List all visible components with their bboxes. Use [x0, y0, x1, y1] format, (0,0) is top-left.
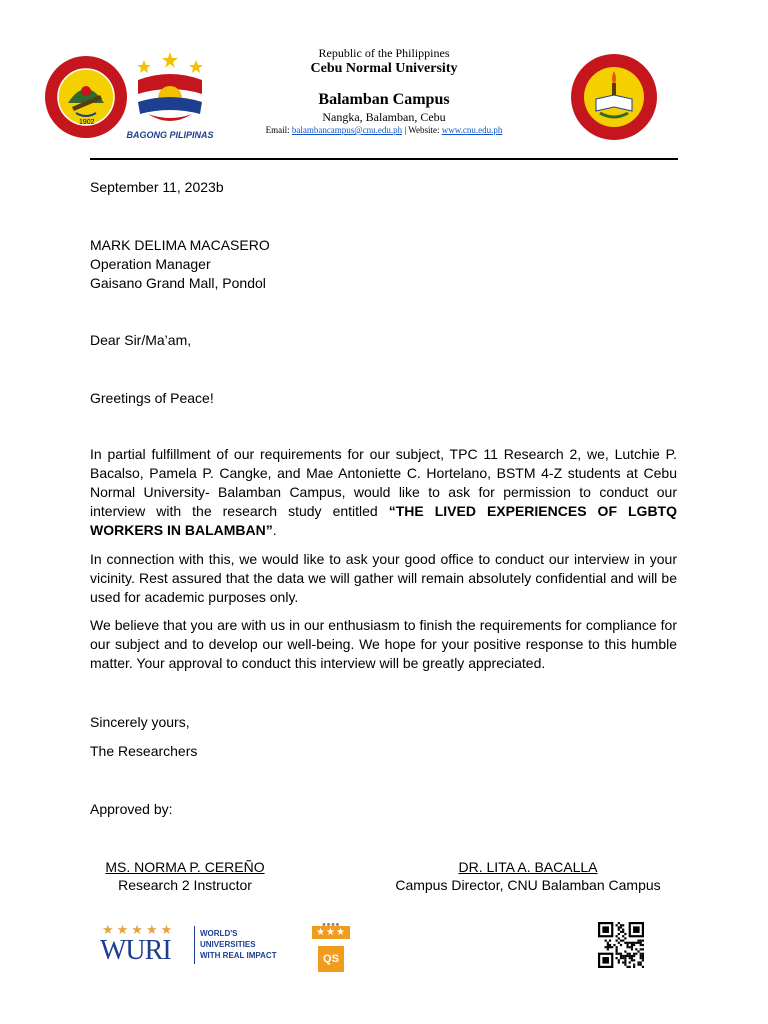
wuri-line-1: WORLD'S — [200, 929, 238, 938]
email-link[interactable]: balambancampus@cnu.edu.ph — [291, 125, 403, 135]
signature-block-instructor — [90, 858, 280, 894]
instructor-title: Research 2 Instructor — [118, 877, 252, 893]
email-label: Email: — [265, 125, 290, 135]
wuri-logo: WURI — [100, 935, 171, 966]
letterhead — [200, 46, 568, 136]
qs-dots — [322, 914, 340, 919]
study-title: “THE LIVED EXPERIENCES OF LGBTQ WORKERS IN BALAMBAN” — [90, 503, 677, 538]
wuri-tagline — [200, 928, 277, 961]
instructor-name: MS. NORMA P. CEREÑO — [105, 859, 265, 875]
paragraph-1-end: . — [272, 522, 277, 538]
cnu-seal-left — [44, 55, 128, 139]
contact-line — [200, 124, 568, 136]
wuri-line-2: UNIVERSITIES — [200, 940, 256, 949]
recipient-name: MARK DELIMA MACASERO — [90, 237, 270, 253]
qs-badge — [312, 914, 350, 972]
paragraph-2: In connection with this, we would like to ask your good office to conduct our interview in your vicinity. Rest assured that the data we will gather will remain absolutely confidential and will be used for academic purposes only. — [90, 551, 677, 605]
wuri-stars: ★★★★★ — [102, 922, 176, 937]
website-separator: | Website: — [404, 125, 440, 135]
header-divider — [90, 158, 678, 160]
paragraph-1-text: In partial fulfillment of our requirements for our subject, TPC 11 Research 2, we, Lutchie P. Bacalso, Pamela P. Cangke, and Mae Antoniette C. Hortelano, BSTM 4-Z students at Cebu Normal University- Balamban Campus, would like to ask for permission to conduct our interview with the research study entitled — [90, 446, 677, 519]
closing: Sincerely yours, — [90, 714, 190, 730]
wuri-divider — [194, 926, 195, 964]
recipient-org: Gaisano Grand Mall, Pondol — [90, 275, 266, 291]
wuri-badge — [100, 922, 290, 968]
signature-block-director — [388, 858, 668, 894]
greeting: Greetings of Peace! — [90, 390, 214, 406]
qs-logo: QS — [318, 946, 344, 972]
republic-line: Republic of the Philippines — [318, 46, 450, 60]
bagong-pilipinas-label: BAGONG PILIPINAS — [126, 130, 214, 140]
wuri-line-3: WITH REAL IMPACT — [200, 951, 277, 960]
qs-stars-bar: ★★★ — [312, 926, 350, 939]
cnu-seal-right — [570, 53, 658, 141]
university-name: Cebu Normal University — [310, 61, 458, 76]
left-seal-year: 1902 — [79, 119, 95, 126]
approved-by-label: Approved by: — [90, 801, 173, 817]
director-title: Campus Director, CNU Balamban Campus — [395, 877, 661, 893]
paragraph-3: We believe that you are with us in our enthusiasm to finish the requirements for compliance for our subject and to develop our well-being. We hope for your positive response to this humble matter. Your approval to conduct this interview will be greatly appreciated. — [90, 617, 677, 671]
campus-name: Balamban Campus — [318, 91, 450, 108]
paragraph-1 — [90, 445, 677, 540]
letter-date: September 11, 2023b — [90, 179, 224, 195]
signatory: The Researchers — [90, 743, 198, 759]
director-name: DR. LITA A. BACALLA — [458, 859, 598, 875]
recipient-title: Operation Manager — [90, 256, 211, 272]
campus-address: Nangka, Balamban, Cebu — [322, 110, 446, 124]
website-link[interactable]: www.cnu.edu.ph — [441, 125, 503, 135]
salutation: Dear Sir/Ma’am, — [90, 332, 192, 348]
qr-code — [598, 922, 644, 968]
